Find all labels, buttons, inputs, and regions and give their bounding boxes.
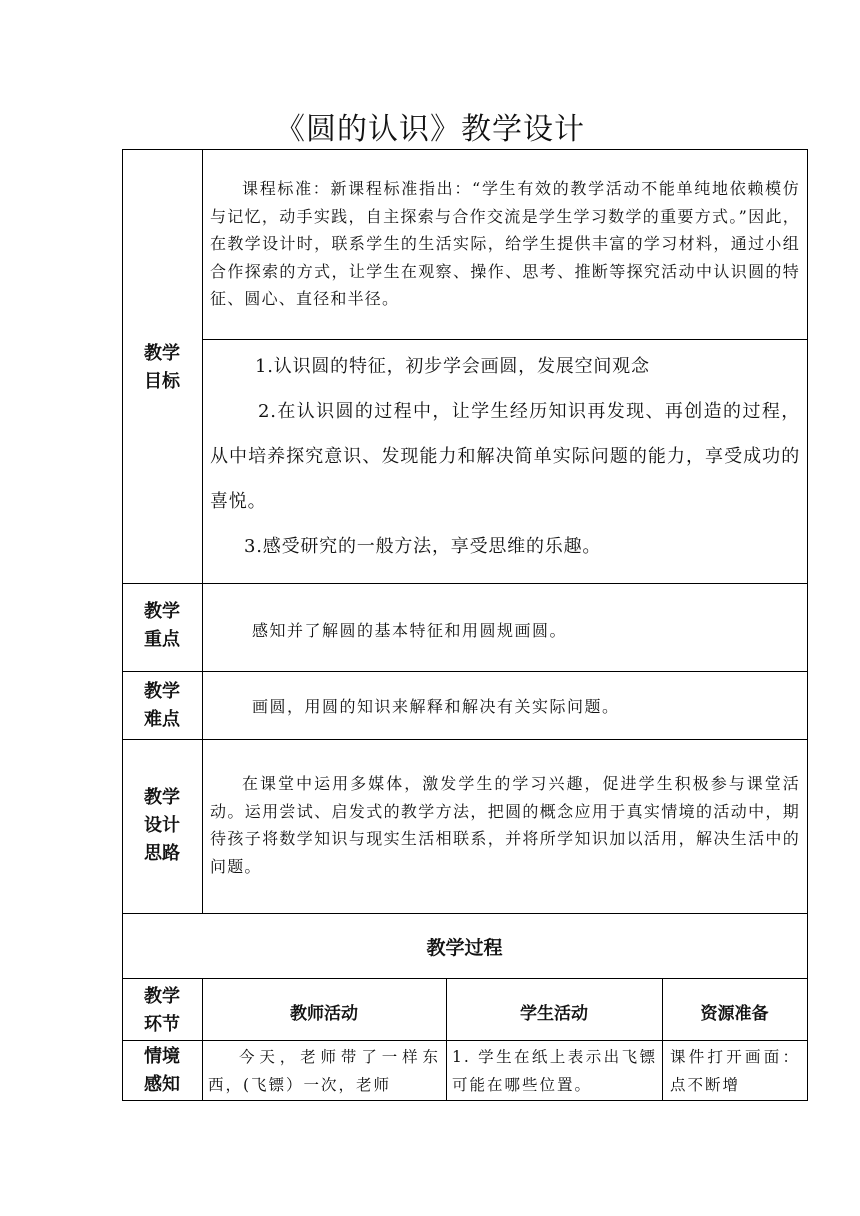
difficulties-label: 教学 难点	[144, 681, 180, 730]
curriculum-standard-text: 课程标准：新课程标准指出：“学生有效的教学活动不能单纯地依赖模仿与记忆，动手实践，自主探索与合作交流是学生学习数学的重要方式。”因此，在教学设计时，联系学生的生活实际，给学生提供丰富的学习材料，通过小组合作探索的方式，让学生在观察、操作、思考、推断等探究活动中认识圆的特征、圆心、直径和半径。	[210, 179, 800, 308]
goal-2: 2.在认识圆的过程中，让学生经历知识再发现、再创造的过程，从中培养探究意识、发现能力和解决简单实际问题的能力，享受成功的喜悦。	[210, 401, 800, 512]
design-idea-text: 在课堂中运用多媒体，激发学生的学习兴趣，促进学生积极参与课堂活动。运用尝试、启发式的教学方法，把圆的概念应用于真实情境的活动中，期待孩子将数学知识与现实生活相联系，并将所学知识加以活用，解决生活中的问题。	[210, 774, 800, 876]
document-title: 《圆的认识》教学设计	[275, 112, 585, 147]
goal-1: 1.认识圆的特征，初步学会画圆，发展空间观念	[255, 356, 650, 377]
objectives-label: 教学 目标	[144, 343, 180, 392]
student-activity-header: 学生活动	[520, 1004, 588, 1024]
teacher-activity-header: 教师活动	[290, 1004, 358, 1024]
design-idea-label: 教学 设计 思路	[144, 787, 180, 864]
resources-header: 资源准备	[700, 1004, 769, 1024]
stage-header: 教学 环节	[144, 986, 180, 1035]
key-points-label: 教学 重点	[144, 601, 180, 650]
student-activity-cell: 1. 学生在纸上表示出飞镖可能在哪些位置。	[452, 1048, 657, 1094]
key-points-text: 感知并了解圆的基本特征和用圆规画圆。	[252, 621, 568, 640]
resources-cell: 课件打开画面：点不断增	[670, 1048, 800, 1094]
teacher-activity-cell: 今天，老师带了一样东西，(飞镖）一次，老师	[208, 1048, 440, 1094]
objectives-goals	[210, 344, 800, 569]
goal-3: 3.感受研究的一般方法，享受思维的乐趣。	[244, 536, 602, 557]
process-title: 教学过程	[426, 937, 503, 959]
stage-cell: 情境 感知	[144, 1046, 180, 1095]
difficulties-text: 画圆，用圆的知识来解释和解决有关实际问题。	[252, 697, 620, 716]
